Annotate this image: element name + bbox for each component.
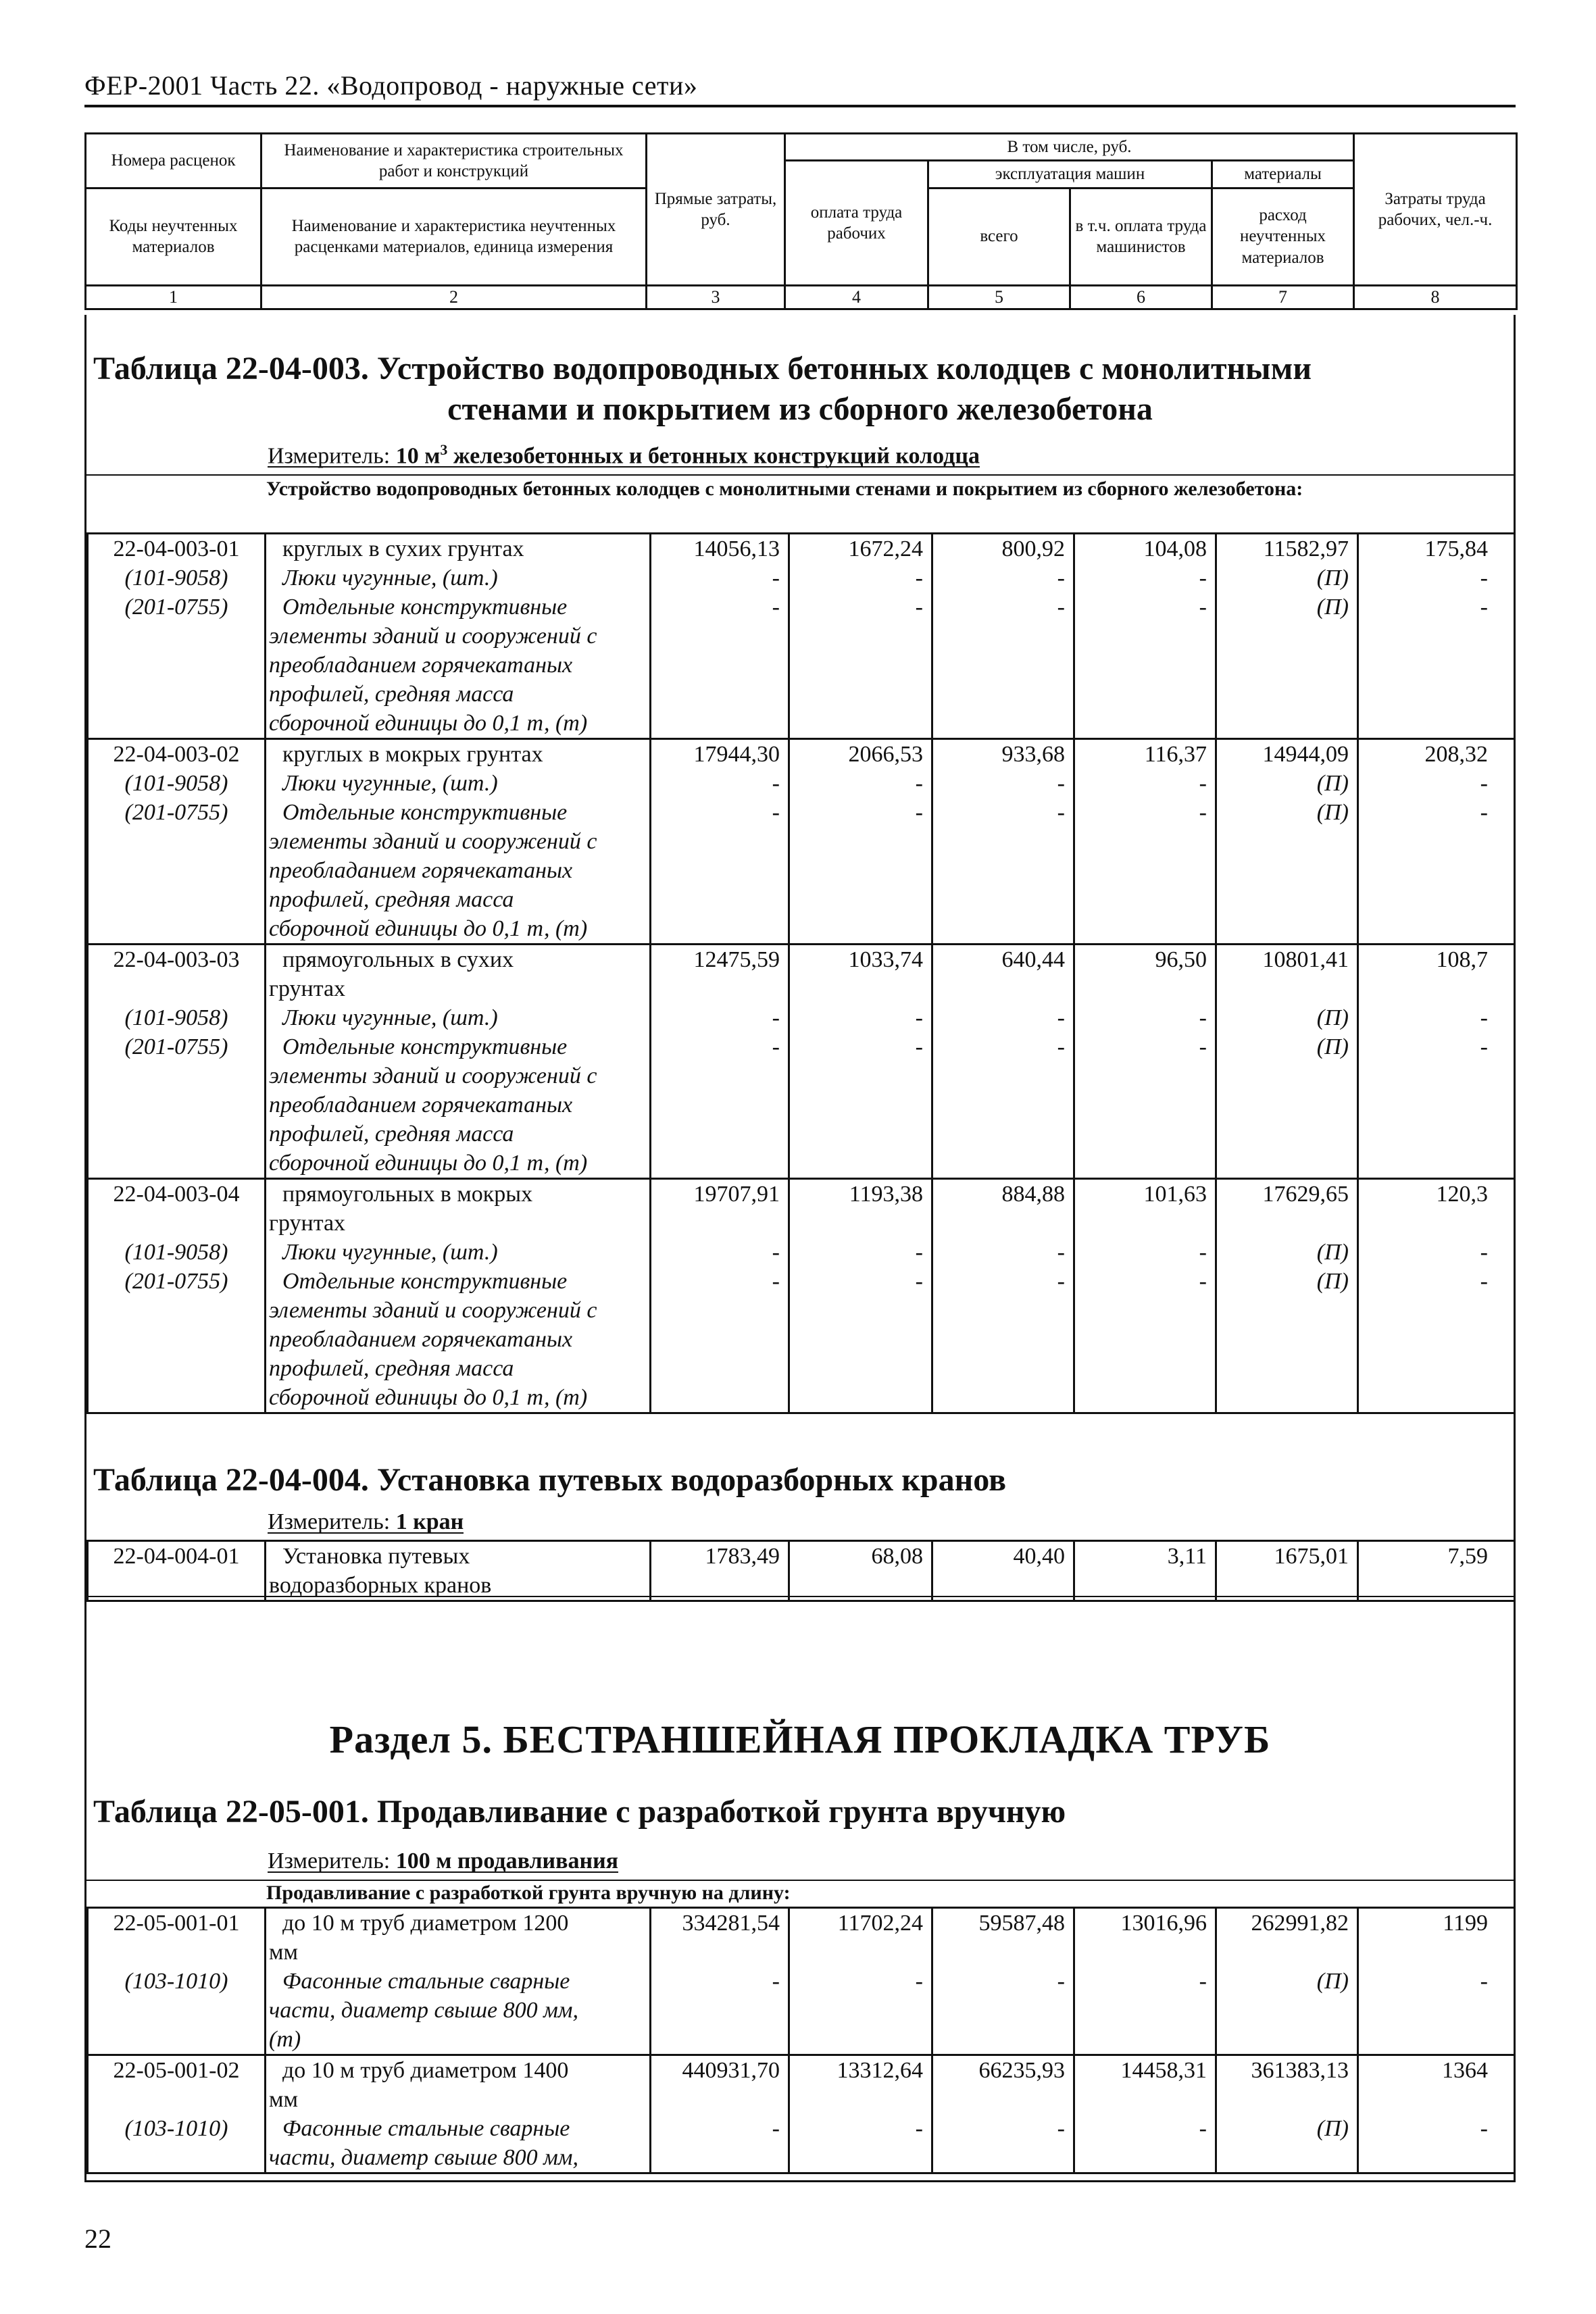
labor-hours-value: -: [1358, 1003, 1515, 1032]
direct-costs-value: 19707,91: [651, 1179, 789, 1238]
direct-costs-value: -: [651, 563, 789, 593]
labor-hours-value: 1364: [1358, 2055, 1515, 2115]
labor-hours-value: -: [1358, 593, 1515, 739]
name-line: профилей, средняя масса: [269, 1122, 514, 1147]
material-name: [266, 1003, 651, 1032]
name-line: преобладанием горячекатаных: [269, 858, 573, 883]
name-line: до 10 м труб диаметром 1400: [282, 2058, 569, 2083]
rates-table: [86, 532, 1516, 1414]
operators-pay-value: -: [1074, 1238, 1216, 1267]
name-line: прямоугольных в сухих: [282, 947, 514, 972]
measure-unit-object: железобетонных и бетонных конструкций колодца: [447, 443, 980, 469]
table-title-line: Таблица 22-04-004. Установка путевых водоразборных кранов: [93, 1462, 1007, 1498]
direct-costs-value: 12475,59: [651, 945, 789, 1004]
name-line: преобладанием горячекатаных: [269, 1092, 573, 1117]
header-codes-bottom: Коды неучтенных материалов: [86, 188, 261, 285]
labor-hours-value: -: [1358, 1238, 1515, 1267]
operators-pay-value: -: [1074, 563, 1216, 593]
labor-hours-value: -: [1358, 1032, 1515, 1179]
table-title: [86, 1792, 1514, 1832]
measure-unit-prefix: Измеритель:: [268, 1509, 396, 1534]
resource-row: [88, 1967, 1515, 2055]
rates-table: [86, 1907, 1516, 2174]
name-line: (т): [269, 2027, 301, 2052]
table-title-line: Таблица 22-05-001. Продавливание с разработкой грунта вручную: [93, 1794, 1066, 1830]
col-number: 3: [647, 285, 785, 309]
direct-costs-value: -: [651, 2114, 789, 2173]
materials-cost-value: (П): [1216, 2114, 1358, 2173]
rate-code: 22-04-003-03: [88, 945, 266, 1004]
operators-pay-value: 96,50: [1074, 945, 1216, 1004]
labor-pay-value: 68,08: [789, 1541, 932, 1601]
material-name: [266, 1967, 651, 2055]
header-machines-total: всего: [928, 188, 1070, 285]
page-number: 22: [84, 2223, 111, 2254]
operators-pay-value: -: [1074, 1267, 1216, 1413]
material-name: [266, 1238, 651, 1267]
labor-hours-value: 1199: [1358, 1908, 1515, 1967]
section-title: Раздел 5. БЕСТРАНШЕЙНАЯ ПРОКЛАДКА ТРУБ: [329, 1717, 1271, 1761]
material-name: [266, 798, 651, 945]
material-name: [266, 1032, 651, 1179]
operators-pay-value: -: [1074, 1003, 1216, 1032]
material-code: (101-9058): [88, 769, 266, 798]
material-name: [266, 2114, 651, 2173]
name-line: профилей, средняя масса: [269, 887, 514, 912]
material-code: (201-0755): [88, 798, 266, 945]
labor-hours-value: -: [1358, 563, 1515, 593]
work-name: [266, 1541, 651, 1601]
work-name: [266, 2055, 651, 2115]
name-line: водоразборных кранов: [269, 1573, 492, 1598]
header-labor-pay: оплата труда рабочих: [785, 161, 928, 285]
machines-total-value: -: [932, 798, 1074, 945]
name-line: Люки чугунные, (шт.): [282, 771, 498, 796]
operators-pay-value: 13016,96: [1074, 1908, 1216, 1967]
materials-cost-value: (П): [1216, 769, 1358, 798]
labor-pay-value: 13312,64: [789, 2055, 932, 2115]
column-header-table: [84, 132, 1518, 310]
name-line: преобладанием горячекатаных: [269, 1327, 573, 1352]
col-number: 5: [928, 285, 1070, 309]
labor-hours-value: 7,59: [1358, 1541, 1515, 1601]
rate-row: [88, 1179, 1515, 1238]
rate-row: [88, 1541, 1515, 1601]
name-line: Люки чугунные, (шт.): [282, 565, 498, 590]
operators-pay-value: -: [1074, 769, 1216, 798]
machines-total-value: -: [932, 1967, 1074, 2055]
work-name: [266, 534, 651, 564]
labor-pay-value: -: [789, 769, 932, 798]
materials-cost-value: (П): [1216, 563, 1358, 593]
measure-unit: [268, 1848, 618, 1874]
name-line: профилей, средняя масса: [269, 1356, 514, 1381]
labor-pay-value: -: [789, 1267, 932, 1413]
rate-code: 22-05-001-02: [88, 2055, 266, 2115]
rate-row: [88, 534, 1515, 564]
material-name: [266, 593, 651, 739]
running-header: ФЕР-2001 Часть 22. «Водопровод - наружные сети»: [84, 70, 698, 101]
labor-hours-value: 208,32: [1358, 739, 1515, 770]
direct-costs-value: -: [651, 769, 789, 798]
machines-total-value: -: [932, 2114, 1074, 2173]
group-heading: Устройство водопроводных бетонных колодцев с монолитными стенами и покрытием из сборного железобетона:: [266, 478, 1303, 500]
header-operators-pay: в т.ч. оплата труда машинистов: [1070, 188, 1212, 285]
labor-pay-value: -: [789, 1003, 932, 1032]
machines-total-value: -: [932, 769, 1074, 798]
measure-rule: [268, 466, 980, 468]
operators-pay-value: 116,37: [1074, 739, 1216, 770]
group-heading: Продавливание с разработкой грунта вручную на длину:: [266, 1882, 791, 1904]
resource-row: [88, 1267, 1515, 1413]
table-title-line: стенами и покрытием из сборного железобетона: [447, 391, 1153, 427]
col-number: 1: [86, 285, 261, 309]
measure-unit: [268, 441, 980, 469]
direct-costs-value: 440931,70: [651, 2055, 789, 2115]
name-line: Люки чугунные, (шт.): [282, 1005, 498, 1030]
resource-row: [88, 2114, 1515, 2173]
name-line: профилей, средняя масса: [269, 682, 514, 707]
operators-pay-value: -: [1074, 593, 1216, 739]
col-number: 8: [1354, 285, 1517, 309]
col-number: 4: [785, 285, 928, 309]
material-code: (101-9058): [88, 563, 266, 593]
operators-pay-value: -: [1074, 1967, 1216, 2055]
material-code: (103-1010): [88, 1967, 266, 2055]
machines-total-value: -: [932, 1032, 1074, 1179]
name-line: Фасонные стальные сварные: [282, 2116, 570, 2141]
direct-costs-value: 17944,30: [651, 739, 789, 770]
name-line: мм: [269, 2087, 299, 2112]
measure-unit-prefix: Измеритель:: [268, 1848, 396, 1873]
name-line: элементы зданий и сооружений с: [269, 1298, 597, 1323]
page-body: [84, 315, 1516, 2182]
rate-row: [88, 739, 1515, 770]
col-number: 6: [1070, 285, 1212, 309]
resource-row: [88, 1003, 1515, 1032]
name-line: части, диаметр свыше 800 мм,: [269, 2145, 578, 2170]
header-materials: материалы: [1212, 161, 1354, 188]
resource-row: [88, 563, 1515, 593]
direct-costs-value: -: [651, 1967, 789, 2055]
materials-cost-value: (П): [1216, 1267, 1358, 1413]
material-code: (201-0755): [88, 593, 266, 739]
labor-pay-value: -: [789, 798, 932, 945]
material-name: [266, 769, 651, 798]
resource-row: [88, 1032, 1515, 1179]
measure-unit-value: 1 кран: [395, 1509, 464, 1534]
measure-rule: [268, 1532, 464, 1534]
table-end-rule: [86, 1596, 1514, 1597]
labor-pay-value: -: [789, 1967, 932, 2055]
operators-pay-value: -: [1074, 2114, 1216, 2173]
header-direct-costs: Прямые затраты, руб.: [647, 134, 785, 286]
name-line: круглых в сухих грунтах: [282, 536, 524, 561]
machines-total-value: -: [932, 1238, 1074, 1267]
labor-pay-value: -: [789, 563, 932, 593]
rate-code: 22-04-004-01: [88, 1541, 266, 1601]
direct-costs-value: -: [651, 1032, 789, 1179]
col-number: 2: [261, 285, 647, 309]
materials-cost-value: (П): [1216, 1238, 1358, 1267]
machines-total-value: 884,88: [932, 1179, 1074, 1238]
work-name: [266, 1908, 651, 1967]
material-code: (201-0755): [88, 1267, 266, 1413]
measure-unit-value: 10 м: [395, 443, 441, 469]
table-title: [86, 349, 1514, 430]
rate-code: 22-04-003-02: [88, 739, 266, 770]
labor-hours-value: 108,7: [1358, 945, 1515, 1004]
operators-pay-value: -: [1074, 798, 1216, 945]
materials-cost-value: 262991,82: [1216, 1908, 1358, 1967]
resource-row: [88, 798, 1515, 945]
materials-cost-value: 10801,41: [1216, 945, 1358, 1004]
material-code: (101-9058): [88, 1003, 266, 1032]
labor-pay-value: 1033,74: [789, 945, 932, 1004]
measure-unit-value: 100 м продавливания: [395, 1848, 619, 1873]
machines-total-value: 40,40: [932, 1541, 1074, 1601]
direct-costs-value: 1783,49: [651, 1541, 789, 1601]
table-title-line: Таблица 22-04-003. Устройство водопроводных бетонных колодцев с монолитными: [93, 351, 1312, 386]
direct-costs-value: 14056,13: [651, 534, 789, 564]
materials-cost-value: (П): [1216, 593, 1358, 739]
labor-pay-value: 1672,24: [789, 534, 932, 564]
material-name: [266, 563, 651, 593]
name-line: Отдельные конструктивные: [282, 1034, 568, 1059]
rate-code: 22-04-003-01: [88, 534, 266, 564]
measure-unit-prefix: Измеритель:: [268, 443, 396, 469]
rate-code: 22-05-001-01: [88, 1908, 266, 1967]
name-line: Отдельные конструктивные: [282, 1269, 568, 1294]
work-name: [266, 739, 651, 770]
rate-row: [88, 1908, 1515, 1967]
labor-pay-value: -: [789, 1238, 932, 1267]
name-line: Установка путевых: [282, 1544, 470, 1569]
labor-hours-value: -: [1358, 2114, 1515, 2173]
measure-unit-exponent: 3: [440, 441, 448, 458]
name-line: Люки чугунные, (шт.): [282, 1240, 498, 1265]
resource-row: [88, 769, 1515, 798]
operators-pay-value: 101,63: [1074, 1179, 1216, 1238]
labor-hours-value: 120,3: [1358, 1179, 1515, 1238]
name-line: круглых в мокрых грунтах: [282, 742, 543, 767]
name-line: Фасонные стальные сварные: [282, 1969, 570, 1994]
header-machines: эксплуатация машин: [928, 161, 1212, 188]
labor-hours-value: 175,84: [1358, 534, 1515, 564]
rate-code: 22-04-003-04: [88, 1179, 266, 1238]
machines-total-value: 59587,48: [932, 1908, 1074, 1967]
machines-total-value: 66235,93: [932, 2055, 1074, 2115]
table-title: [86, 1460, 1514, 1501]
col-number: 7: [1212, 285, 1354, 309]
operators-pay-value: 14458,31: [1074, 2055, 1216, 2115]
rate-row: [88, 945, 1515, 1004]
name-line: сборочной единицы до 0,1 т, (т): [269, 916, 588, 941]
header-name-top: Наименование и характеристика строительных работ и конструкций: [261, 134, 647, 188]
materials-cost-value: (П): [1216, 1032, 1358, 1179]
header-name-bottom: Наименование и характеристика неучтенных расценками материалов, единица измерения: [261, 188, 647, 285]
resource-row: [88, 1238, 1515, 1267]
labor-pay-value: 2066,53: [789, 739, 932, 770]
labor-pay-value: 11702,24: [789, 1908, 932, 1967]
header-materials-sub: расход неучтенных материалов: [1212, 188, 1354, 285]
materials-cost-value: 361383,13: [1216, 2055, 1358, 2115]
measure-unit: [268, 1509, 464, 1535]
direct-costs-value: -: [651, 593, 789, 739]
labor-hours-value: -: [1358, 769, 1515, 798]
resource-row: [88, 593, 1515, 739]
labor-hours-value: -: [1358, 1967, 1515, 2055]
labor-pay-value: -: [789, 593, 932, 739]
work-name: [266, 945, 651, 1004]
rate-row: [88, 2055, 1515, 2115]
machines-total-value: 800,92: [932, 534, 1074, 564]
operators-pay-value: -: [1074, 1032, 1216, 1179]
machines-total-value: -: [932, 563, 1074, 593]
name-line: Отдельные конструктивные: [282, 800, 568, 825]
name-line: элементы зданий и сооружений с: [269, 1063, 597, 1088]
rates-table: [86, 1540, 1516, 1602]
machines-total-value: -: [932, 1267, 1074, 1413]
header-rule: [84, 105, 1516, 107]
material-code: (103-1010): [88, 2114, 266, 2173]
machines-total-value: -: [932, 1003, 1074, 1032]
header-labor-costs: Затраты труда рабочих, чел.-ч.: [1354, 134, 1517, 286]
material-code: (101-9058): [88, 1238, 266, 1267]
material-name: [266, 1267, 651, 1413]
work-name: [266, 1179, 651, 1238]
labor-hours-value: -: [1358, 1267, 1515, 1413]
labor-pay-value: -: [789, 1032, 932, 1179]
name-line: грунтах: [269, 976, 346, 1001]
name-line: преобладанием горячекатаных: [269, 653, 573, 678]
direct-costs-value: -: [651, 1267, 789, 1413]
operators-pay-value: 3,11: [1074, 1541, 1216, 1601]
name-line: до 10 м труб диаметром 1200: [282, 1911, 569, 1936]
machines-total-value: 933,68: [932, 739, 1074, 770]
direct-costs-value: -: [651, 798, 789, 945]
labor-pay-value: -: [789, 2114, 932, 2173]
header-codes-top: Номера расценок: [86, 134, 261, 188]
materials-cost-value: (П): [1216, 798, 1358, 945]
labor-hours-value: -: [1358, 798, 1515, 945]
materials-cost-value: 14944,09: [1216, 739, 1358, 770]
name-line: прямоугольных в мокрых: [282, 1182, 533, 1207]
labor-pay-value: 1193,38: [789, 1179, 932, 1238]
materials-cost-value: 1675,01: [1216, 1541, 1358, 1601]
operators-pay-value: 104,08: [1074, 534, 1216, 564]
name-line: грунтах: [269, 1211, 346, 1236]
materials-cost-value: 11582,97: [1216, 534, 1358, 564]
material-code: (201-0755): [88, 1032, 266, 1179]
header-including: В том числе, руб.: [785, 134, 1354, 161]
name-line: элементы зданий и сооружений с: [269, 829, 597, 854]
name-line: сборочной единицы до 0,1 т, (т): [269, 1385, 588, 1410]
direct-costs-value: -: [651, 1238, 789, 1267]
machines-total-value: 640,44: [932, 945, 1074, 1004]
name-line: элементы зданий и сооружений с: [269, 624, 597, 649]
materials-cost-value: (П): [1216, 1967, 1358, 2055]
name-line: сборочной единицы до 0,1 т, (т): [269, 711, 588, 736]
materials-cost-value: 17629,65: [1216, 1179, 1358, 1238]
direct-costs-value: -: [651, 1003, 789, 1032]
name-line: части, диаметр свыше 800 мм,: [269, 1998, 578, 2023]
name-line: сборочной единицы до 0,1 т, (т): [269, 1151, 588, 1176]
machines-total-value: -: [932, 593, 1074, 739]
name-line: Отдельные конструктивные: [282, 595, 568, 620]
name-line: мм: [269, 1940, 299, 1965]
materials-cost-value: (П): [1216, 1003, 1358, 1032]
direct-costs-value: 334281,54: [651, 1908, 789, 1967]
measure-rule: [268, 1871, 618, 1873]
